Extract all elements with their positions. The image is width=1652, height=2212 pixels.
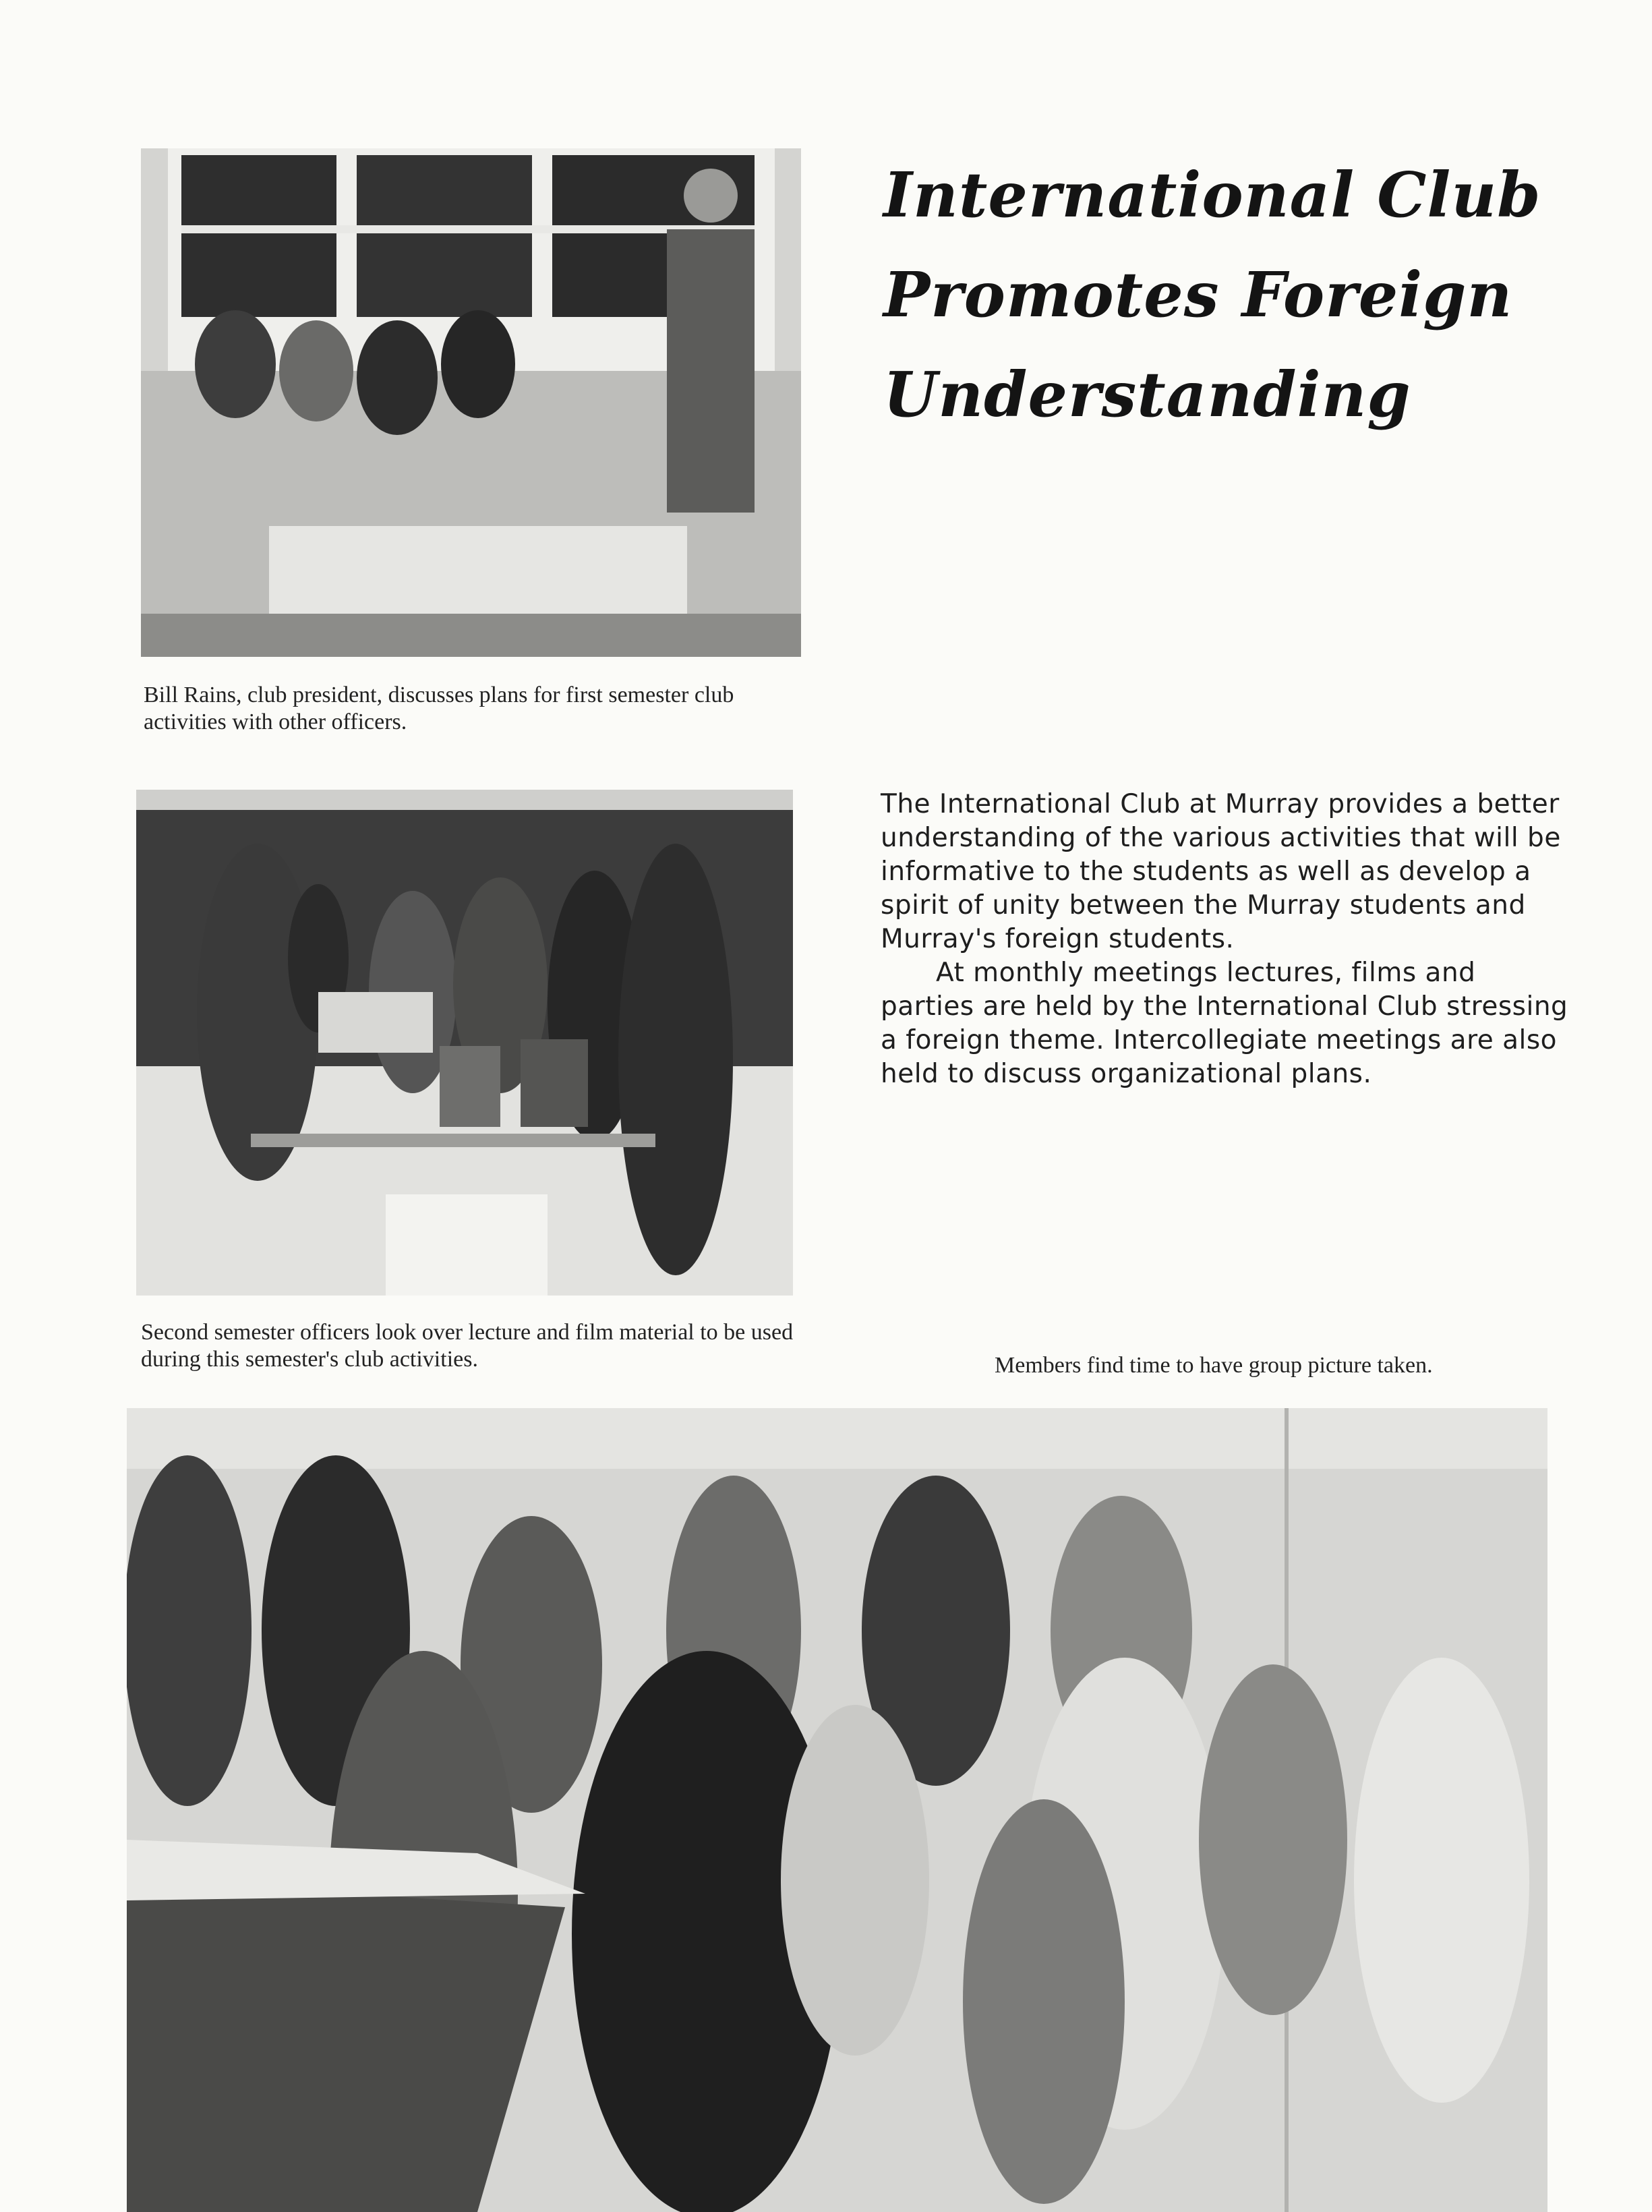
- photo-caption: Members find time to have group picture taken.: [995, 1353, 1433, 1378]
- photo-caption: Second semester officers look over lecture and film material to be used during this semester's club activities.: [141, 1320, 794, 1372]
- photo-group-picture: [127, 1408, 1547, 2212]
- page-title: [883, 145, 1591, 444]
- article-paragraph: The International Club at Murray provides a better understanding of the various activities that will be informative to the students as well as develop a spirit of unity between the Murray students and Murray's foreign students.: [881, 789, 1561, 954]
- title-line: Promotes Foreign: [883, 258, 1513, 331]
- article-body: [881, 788, 1575, 1091]
- article-paragraph: At monthly meetings lectures, films and parties are held by the International Club stressing a foreign theme. Intercollegiate meetings are also held to discuss organizational plans.: [881, 958, 1568, 1089]
- photo-officers-books: [136, 790, 793, 1296]
- photo-caption: Bill Rains, club president, discusses plans for first semester club activities with other officers.: [144, 682, 734, 734]
- title-line: International Club: [883, 158, 1541, 231]
- photo-officers-meeting: [141, 148, 801, 657]
- title-line: Understanding: [883, 358, 1411, 431]
